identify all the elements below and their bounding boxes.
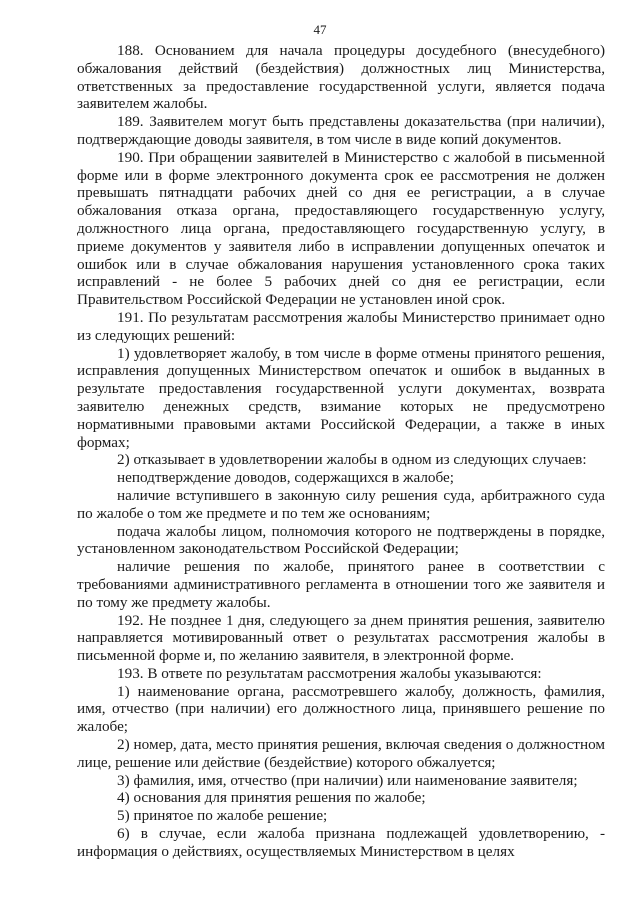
paragraph-192: 192. Не позднее 1 дня, следующего за днем принятия решения, заявителю направляется мотивированный ответ о результатах рассмотрения жалобы в письменной форме и, по желанию заявителя, в электронной форме. bbox=[77, 611, 605, 665]
paragraph-193-item-5: 5) принятое по жалобе решение; bbox=[117, 807, 328, 825]
paragraph-193-item-3: 3) фамилия, имя, отчество (при наличии) или наименование заявителя; bbox=[117, 771, 578, 789]
paragraph-191-item-1: 1) удовлетворяет жалобу, в том числе в форме отмены принятого решения, исправления допущенных Министерством опечаток и ошибок в выданных в результате предоставления государственной услуги документах, возврата заявителю денежных средств, взимание которых не предусмотрено нормативными правовыми актами Российской Федерации, а также в иных формах; bbox=[77, 344, 605, 451]
refusal-case-4: наличие решения по жалобе, принятого ранее в соответствии с требованиями административного регламента в отношении того же заявителя и по тому же предмету жалобы. bbox=[77, 558, 605, 611]
document-body bbox=[77, 42, 605, 861]
refusal-case-1: неподтверждение доводов, содержащихся в жалобе; bbox=[117, 469, 455, 487]
paragraph-189: 189. Заявителем могут быть представлены доказательства (при наличии), подтверждающие доводы заявителя, в том числе в виде копий документов. bbox=[77, 113, 605, 148]
paragraph-193-item-6: 6) в случае, если жалоба признана подлежащей удовлетворению, - информация о действиях, осуществляемых Министерством в целях bbox=[77, 825, 605, 860]
refusal-case-3: подача жалобы лицом, полномочия которого не подтверждены в порядке, установленном законодательством Российской Федерации; bbox=[77, 522, 605, 558]
paragraph-193-item-1: 1) наименование органа, рассмотревшего жалобу, должность, фамилия, имя, отчество (при наличии) его должностного лица, принявшего решение по жалобе; bbox=[77, 682, 605, 736]
refusal-case-2: наличие вступившего в законную силу решения суда, арбитражного суда по жалобе о том же предмете и по тем же основаниям; bbox=[77, 486, 605, 522]
paragraph-191: 191. По результатам рассмотрения жалобы Министерство принимает одно из следующих решений: bbox=[77, 308, 605, 344]
paragraph-193-item-2: 2) номер, дата, место принятия решения, включая сведения о должностном лице, решение или действие (бездействие) которого обжалуется; bbox=[77, 736, 605, 771]
paragraph-191-item-2: 2) отказывает в удовлетворении жалобы в одном из следующих случаев: bbox=[117, 451, 587, 469]
paragraph-193-item-4: 4) основания для принятия решения по жалобе; bbox=[117, 789, 426, 807]
page-number: 47 bbox=[313, 22, 327, 37]
paragraph-190: 190. При обращении заявителей в Министерство с жалобой в письменной форме или в форме электронного документа срок ее рассмотрения не должен превышать пятнадцати рабочих дней со дня ее регистрации, а в случае обжалования отказа органа, предоставляющего государственную услугу, должностного лица органа, предоставляющего государственную услугу, в приеме документов у заявителя либо в исправлении допущенных опечаток и ошибок или в случае обжалования нарушения установленного срока таких исправлений - не более 5 рабочих дней со дня ее регистрации, если Правительством Российской Федерации не установлен иной срок. bbox=[77, 148, 605, 309]
paragraph-193: 193. В ответе по результатам рассмотрения жалобы указываются: bbox=[117, 664, 542, 682]
paragraph-188: 188. Основанием для начала процедуры досудебного (внесудебного) обжалования действий (бездействия) должностных лиц Министерства, ответственных за предоставление государственной услуги, является подача заявителем жалобы. bbox=[77, 42, 605, 113]
